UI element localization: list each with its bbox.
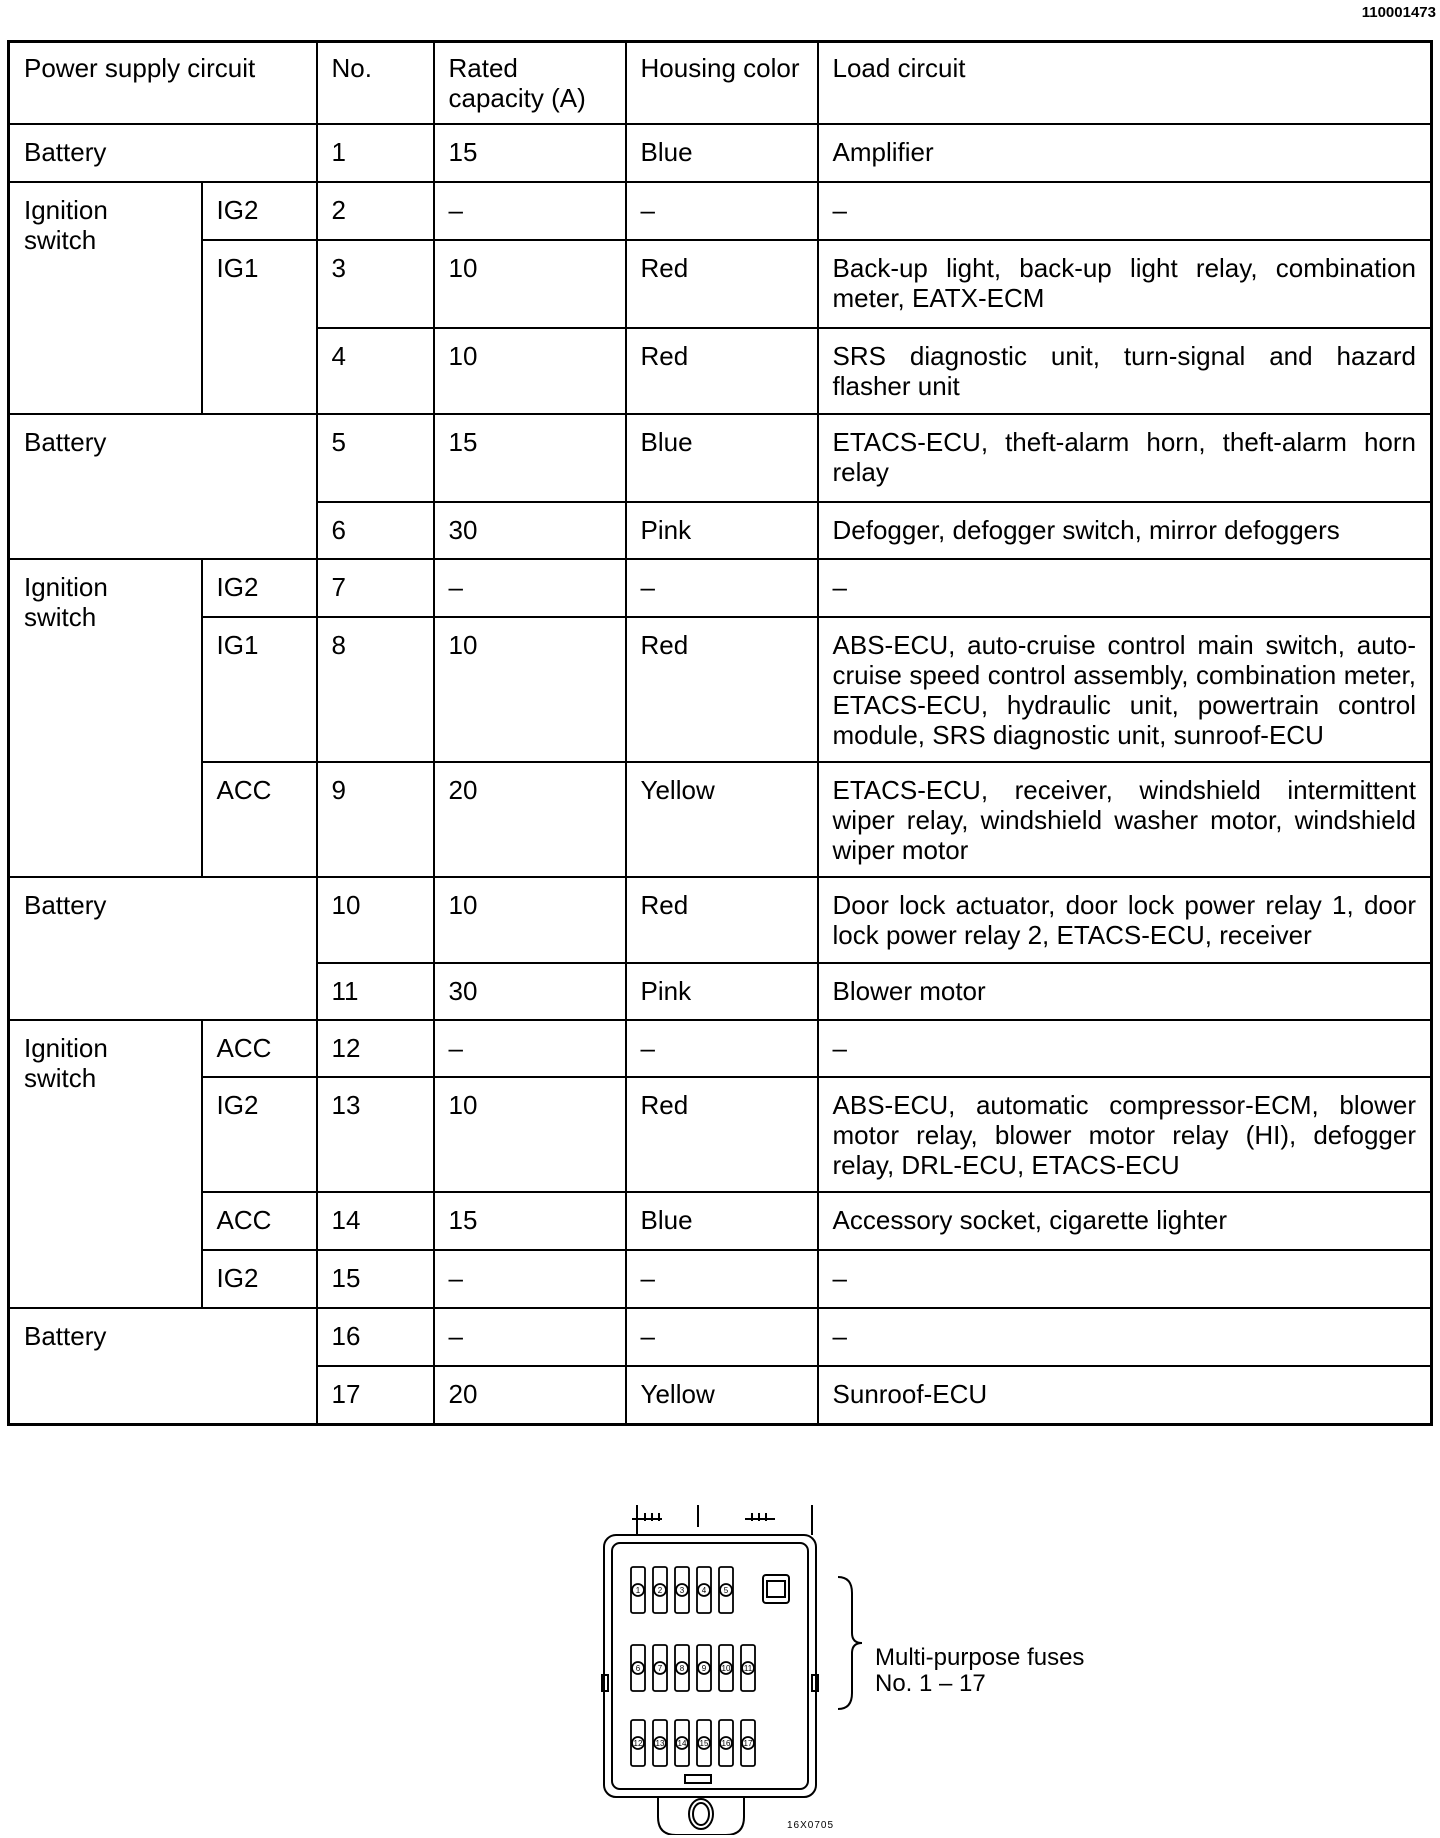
capacity-cell: 15 <box>434 124 626 182</box>
fuse-slot-9 <box>697 1645 711 1691</box>
switch-position-cell: IG2 <box>202 1250 317 1308</box>
fuse-slot-5 <box>719 1567 733 1613</box>
fuse-slot-number: 16 <box>721 1739 731 1748</box>
fuse-number-cell: 11 <box>317 963 434 1020</box>
fuse-number-cell: 4 <box>317 328 434 414</box>
switch-position-cell: IG2 <box>202 559 317 617</box>
header-no: No. <box>317 42 434 125</box>
capacity-cell: – <box>434 1250 626 1308</box>
table-row <box>9 414 1432 502</box>
load-circuit-cell: Door lock actuator, door lock power relay 1, door lock power relay 2, ETACS-ECU, receiver <box>818 877 1432 963</box>
power-supply-cell: Ignition switch <box>9 182 202 414</box>
capacity-cell: 10 <box>434 328 626 414</box>
load-circuit-cell: – <box>818 1308 1432 1366</box>
fuse-slot-number: 6 <box>635 1664 641 1673</box>
drawing-code: 16X0705 <box>787 1820 835 1831</box>
housing-color-cell: Blue <box>626 124 818 182</box>
capacity-cell: 15 <box>434 414 626 502</box>
housing-color-cell: – <box>626 182 818 240</box>
table-row <box>9 1077 1432 1192</box>
power-supply-cell: Battery <box>9 1308 317 1424</box>
fuse-slot-number: 10 <box>721 1664 731 1673</box>
fuse-number-cell: 13 <box>317 1077 434 1192</box>
fuse-number-cell: 2 <box>317 182 434 240</box>
header-housing-color: Housing color <box>626 42 818 125</box>
table-row <box>9 1308 1432 1366</box>
fuse-number-cell: 8 <box>317 617 434 762</box>
fuse-slot-15 <box>697 1720 711 1766</box>
fuse-number-cell: 10 <box>317 877 434 963</box>
fuse-table <box>7 40 1433 1426</box>
fuse-number-cell: 14 <box>317 1192 434 1250</box>
capacity-cell: 10 <box>434 1077 626 1192</box>
capacity-cell: 10 <box>434 617 626 762</box>
fuse-number-cell: 15 <box>317 1250 434 1308</box>
fuse-callout-line1: Multi-purpose fuses <box>875 1644 1085 1671</box>
fuse-slot-10 <box>719 1645 733 1691</box>
fuse-number-cell: 5 <box>317 414 434 502</box>
housing-color-cell: Blue <box>626 1192 818 1250</box>
table-row <box>9 1192 1432 1250</box>
capacity-cell: 30 <box>434 963 626 1020</box>
load-circuit-cell: – <box>818 182 1432 240</box>
housing-color-cell: Yellow <box>626 1366 818 1424</box>
power-supply-cell: Battery <box>9 124 317 182</box>
fuse-number-cell: 6 <box>317 502 434 559</box>
fuse-slot-number: 9 <box>701 1664 707 1673</box>
fuse-slot-number: 2 <box>657 1586 663 1595</box>
capacity-cell: 20 <box>434 762 626 877</box>
load-circuit-cell: Amplifier <box>818 124 1432 182</box>
housing-color-cell: Red <box>626 328 818 414</box>
fuse-callout-line2: No. 1 – 17 <box>875 1670 986 1697</box>
table-row <box>9 1020 1432 1077</box>
fuse-slot-number: 11 <box>743 1664 753 1673</box>
switch-position-cell: ACC <box>202 1192 317 1250</box>
load-circuit-cell: – <box>818 559 1432 617</box>
switch-position-cell: IG2 <box>202 182 317 240</box>
housing-color-cell: Yellow <box>626 762 818 877</box>
capacity-cell: 10 <box>434 877 626 963</box>
switch-position-cell: IG1 <box>202 617 317 762</box>
document-id: 110001473 <box>1361 4 1436 21</box>
fuse-slot-2 <box>653 1567 667 1613</box>
fuse-slot-6 <box>631 1645 645 1691</box>
housing-color-cell: Pink <box>626 502 818 559</box>
fuse-slot-3 <box>675 1567 689 1613</box>
fuse-slot-number: 3 <box>679 1586 685 1595</box>
fuse-slot-number: 4 <box>701 1586 707 1595</box>
header-row <box>9 42 1432 125</box>
fuse-slot-number: 5 <box>723 1586 729 1595</box>
fuse-number-cell: 1 <box>317 124 434 182</box>
header-rated-capacity: Rated capacity (A) <box>434 42 626 125</box>
fuse-number-cell: 3 <box>317 240 434 328</box>
load-circuit-cell: – <box>818 1250 1432 1308</box>
switch-position-cell: ACC <box>202 762 317 877</box>
fuse-slot-number: 13 <box>655 1739 665 1748</box>
table-row <box>9 617 1432 762</box>
fuse-slot-11 <box>741 1645 755 1691</box>
fuse-number-cell: 16 <box>317 1308 434 1366</box>
fuse-slot-12 <box>631 1720 645 1766</box>
fuse-slot-14 <box>675 1720 689 1766</box>
power-supply-cell: Battery <box>9 414 317 559</box>
fuse-number-cell: 9 <box>317 762 434 877</box>
load-circuit-cell: SRS diagnostic unit, turn-signal and hazard flasher unit <box>818 328 1432 414</box>
capacity-cell: 20 <box>434 1366 626 1424</box>
table-row <box>9 124 1432 182</box>
capacity-cell: 15 <box>434 1192 626 1250</box>
header-power-supply: Power supply circuit <box>9 42 317 125</box>
load-circuit-cell: – <box>818 1020 1432 1077</box>
table-row <box>9 182 1432 240</box>
load-circuit-cell: ABS-ECU, auto-cruise control main switch, auto-cruise speed control assembly, combination meter, ETACS-ECU, hydraulic unit, powertrain control module, SRS diagnostic unit, sunroof-ECU <box>818 617 1432 762</box>
load-circuit-cell: Blower motor <box>818 963 1432 1020</box>
fuse-slot-7 <box>653 1645 667 1691</box>
housing-color-cell: – <box>626 1250 818 1308</box>
load-circuit-cell: Sunroof-ECU <box>818 1366 1432 1424</box>
power-supply-cell: Battery <box>9 877 317 1020</box>
housing-color-cell: Red <box>626 240 818 328</box>
fuse-slot-4 <box>697 1567 711 1613</box>
fuse-slot-13 <box>653 1720 667 1766</box>
header-load-circuit: Load circuit <box>818 42 1432 125</box>
capacity-cell: 30 <box>434 502 626 559</box>
switch-position-cell: ACC <box>202 1020 317 1077</box>
load-circuit-cell: ETACS-ECU, theft-alarm horn, theft-alarm horn relay <box>818 414 1432 502</box>
housing-color-cell: – <box>626 559 818 617</box>
fuse-slot-17 <box>741 1720 755 1766</box>
table-row <box>9 762 1432 877</box>
fuse-slot-number: 17 <box>743 1739 753 1748</box>
housing-color-cell: Red <box>626 1077 818 1192</box>
housing-color-cell: – <box>626 1308 818 1366</box>
load-circuit-cell: ABS-ECU, automatic compressor-ECM, blower motor relay, blower motor relay (HI), defogger relay, DRL-ECU, ETACS-ECU <box>818 1077 1432 1192</box>
table-row <box>9 240 1432 328</box>
table-row <box>9 1250 1432 1308</box>
fuse-slot-number: 1 <box>635 1586 641 1595</box>
fuse-slot-number: 14 <box>677 1739 687 1748</box>
load-circuit-cell: Accessory socket, cigarette lighter <box>818 1192 1432 1250</box>
fuse-slot-16 <box>719 1720 733 1766</box>
housing-color-cell: – <box>626 1020 818 1077</box>
capacity-cell: 10 <box>434 240 626 328</box>
power-supply-cell: Ignition switch <box>9 1020 202 1308</box>
fuse-slot-8 <box>675 1645 689 1691</box>
fuse-callout <box>875 1645 1084 1697</box>
load-circuit-cell: Back-up light, back-up light relay, combination meter, EATX-ECM <box>818 240 1432 328</box>
capacity-cell: – <box>434 559 626 617</box>
capacity-cell: – <box>434 1308 626 1366</box>
switch-position-cell: IG1 <box>202 240 317 414</box>
housing-color-cell: Red <box>626 877 818 963</box>
capacity-cell: – <box>434 1020 626 1077</box>
housing-color-cell: Blue <box>626 414 818 502</box>
switch-position-cell: IG2 <box>202 1077 317 1192</box>
housing-color-cell: Red <box>626 617 818 762</box>
fuse-number-cell: 7 <box>317 559 434 617</box>
load-circuit-cell: ETACS-ECU, receiver, windshield intermittent wiper relay, windshield washer motor, windshield wiper motor <box>818 762 1432 877</box>
fuse-slot-number: 8 <box>679 1664 685 1673</box>
fuse-slot-1 <box>631 1567 645 1613</box>
load-circuit-cell: Defogger, defogger switch, mirror defoggers <box>818 502 1432 559</box>
fuse-number-cell: 17 <box>317 1366 434 1424</box>
fuse-slot-number: 7 <box>657 1664 663 1673</box>
table-row <box>9 559 1432 617</box>
fuse-slot-number: 12 <box>633 1739 643 1748</box>
power-supply-cell: Ignition switch <box>9 559 202 877</box>
housing-color-cell: Pink <box>626 963 818 1020</box>
fuse-number-cell: 12 <box>317 1020 434 1077</box>
capacity-cell: – <box>434 182 626 240</box>
fuse-slot-number: 15 <box>699 1739 709 1748</box>
table-row <box>9 877 1432 963</box>
